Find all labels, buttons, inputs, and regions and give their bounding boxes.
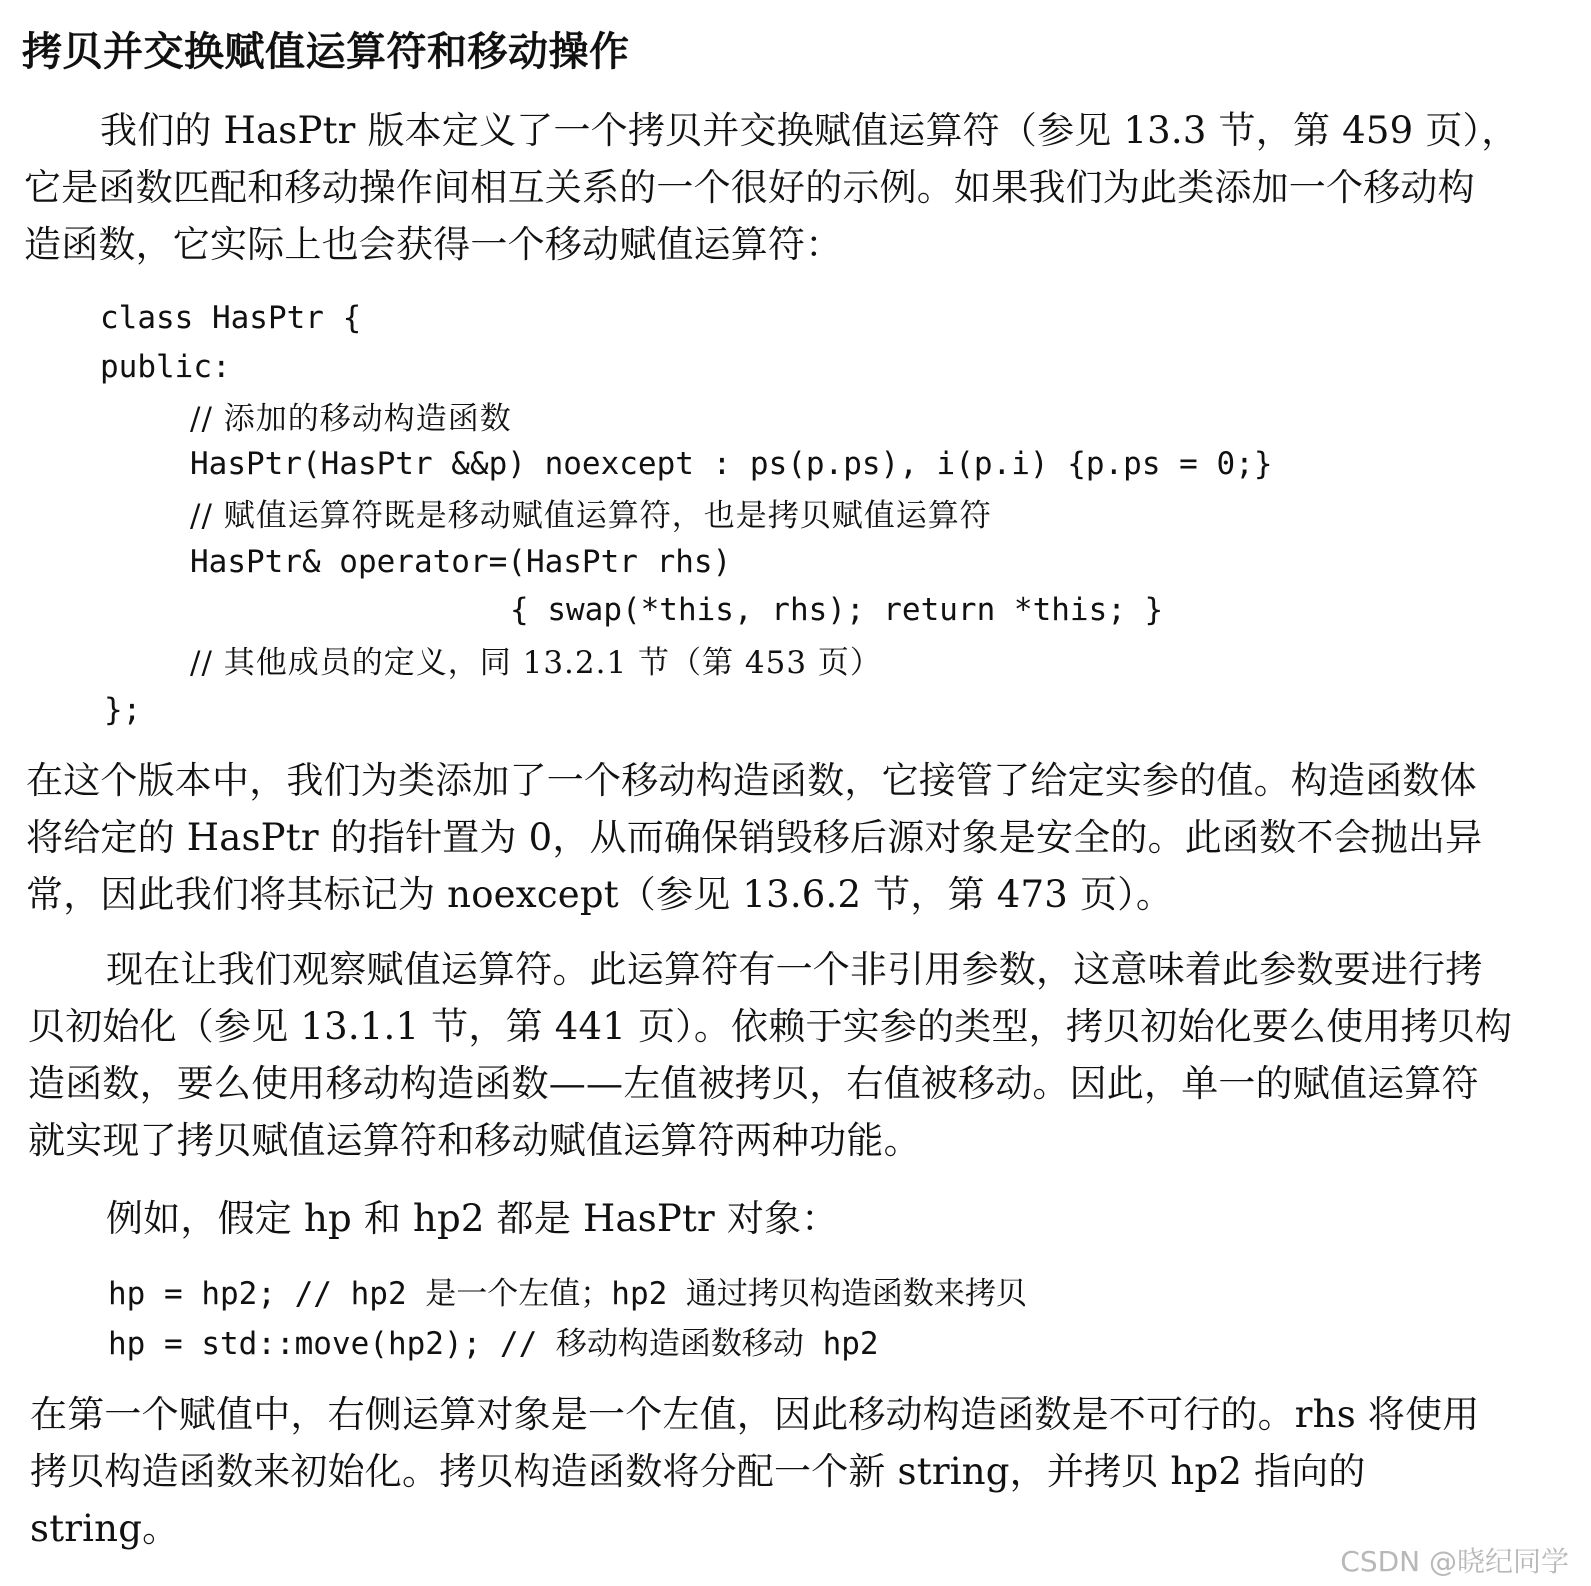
text-line: 在这个版本中，我们为类添加了一个移动构造函数，它接管了给定实参的值。构造函数体 — [26, 759, 1477, 802]
code-line: hp = std::move(hp2); // 移动构造函数移动 hp2 — [108, 1326, 879, 1362]
text-line: 贝初始化（参见 13.1.1 节，第 441 页）。依赖于实参的类型，拷贝初始化要么使用拷贝构 — [28, 1005, 1513, 1048]
explanation-paragraph — [26, 752, 1571, 923]
text-line: 例如，假定 hp 和 hp2 都是 HasPtr 对象： — [106, 1197, 839, 1240]
code-line: HasPtr& operator=(HasPtr rhs) — [190, 544, 732, 580]
code-line: public: — [100, 349, 231, 385]
code-line: class HasPtr { — [100, 300, 362, 336]
code-comment: // 其他成员的定义，同 13.2.1 节（第 453 页） — [190, 645, 882, 681]
example-intro — [106, 1190, 839, 1247]
code-line: { swap(*this, rhs); return *this; } — [510, 592, 1164, 628]
code-line: }; — [104, 692, 142, 728]
code-line: HasPtr(HasPtr &&p) noexcept : ps(p.ps), i(p.i) {p.ps = 0;} — [190, 446, 1273, 482]
text-line: 在第一个赋值中，右侧运算对象是一个左值，因此移动构造函数是不可行的。rhs 将使用 — [30, 1393, 1480, 1436]
text-line: 就实现了拷贝赋值运算符和移动赋值运算符两种功能。 — [28, 1119, 921, 1162]
text-line: 我们的 HasPtr 版本定义了一个拷贝并交换赋值运算符（参见 13.3 节，第 459 页）， — [100, 109, 1519, 152]
text-line: 拷贝构造函数来初始化。拷贝构造函数将分配一个新 string，并拷贝 hp2 指向的 — [30, 1450, 1366, 1493]
code-line: hp = hp2; // hp2 是一个左值；hp2 通过拷贝构造函数来拷贝 — [108, 1276, 1027, 1312]
text-line: 常，因此我们将其标记为 noexcept（参见 13.6.2 节，第 473 页）。 — [26, 873, 1174, 916]
intro-paragraph — [24, 102, 1569, 273]
text-line: string。 — [30, 1507, 180, 1550]
text-line: 造函数，要么使用移动构造函数——左值被拷贝，右值被移动。因此，单一的赋值运算符 — [28, 1062, 1479, 1105]
text-line: 造函数，它实际上也会获得一个移动赋值运算符： — [24, 223, 843, 266]
text-line: 现在让我们观察赋值运算符。此运算符有一个非引用参数，这意味着此参数要进行拷 — [106, 948, 1483, 991]
text-line: 它是函数匹配和移动操作间相互关系的一个很好的示例。如果我们为此类添加一个移动构 — [24, 166, 1475, 209]
section-heading: 拷贝并交换赋值运算符和移动操作 — [22, 29, 630, 75]
watermark: CSDN @晓纪同学 — [1340, 1545, 1569, 1578]
code-comment: // 添加的移动构造函数 — [190, 401, 512, 437]
conclusion-paragraph — [30, 1386, 1575, 1557]
text-line: 将给定的 HasPtr 的指针置为 0，从而确保销毁移后源对象是安全的。此函数不会抛出异 — [26, 816, 1483, 859]
code-comment: // 赋值运算符既是移动赋值运算符，也是拷贝赋值运算符 — [190, 498, 992, 534]
assignment-paragraph — [28, 941, 1573, 1169]
